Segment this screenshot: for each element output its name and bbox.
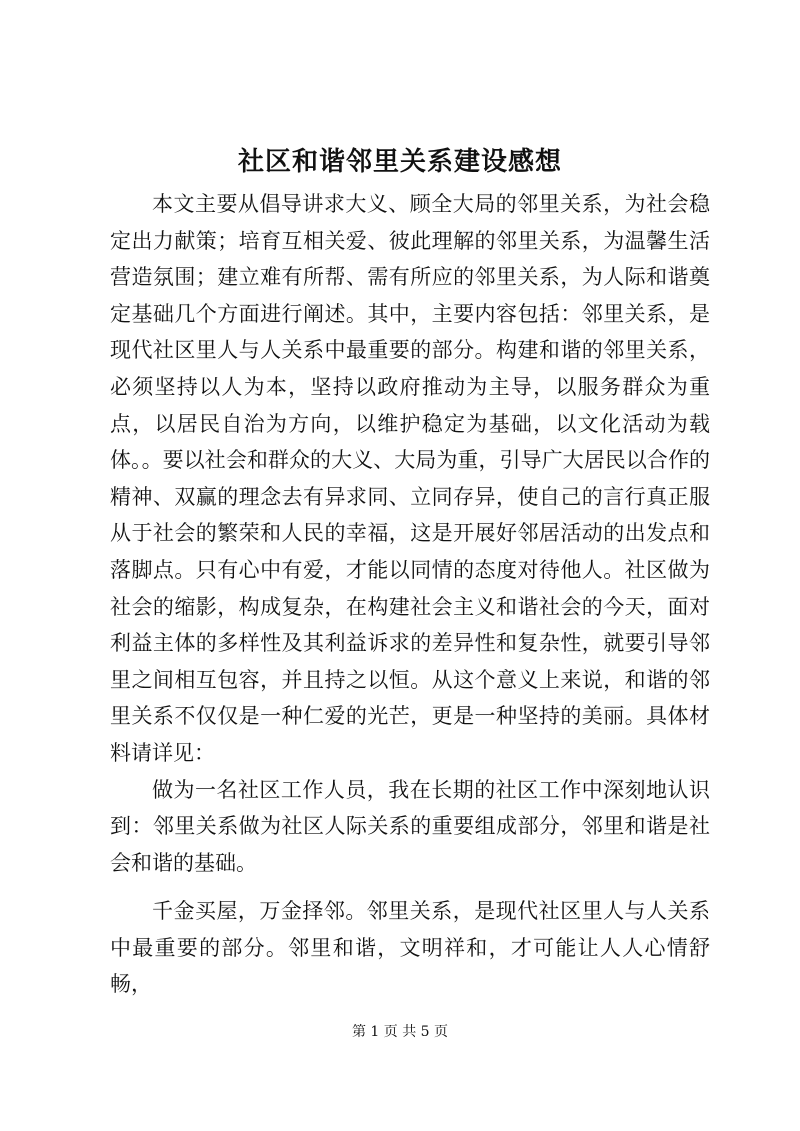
paragraph: 本文主要从倡导讲求大义、顾全大局的邻里关系，为社会稳定出力献策；培育互相关爱、彼此理解的邻里关系，为温馨生活营造氛围；建立难有所帮、需有所应的邻里关系，为人际和谐奠定基础几个方面进行阐述。其中，主要内容包括：邻里关系，是现代社区里人与人关系中最重要的部分。构建和谐的邻里关系，必须坚持以人为本，坚持以政府推动为主导，以服务群众为重点，以居民自治为方向，以维护稳定为基础，以文化活动为载体。。要以社会和群众的大义、大局为重，引导广大居民以合作的精神、双赢的理念去有异求同、立同存异，使自己的言行真正服从于社会的繁荣和人民的幸福，这是开展好邻居活动的出发点和落脚点。只有心中有爱，才能以同情的态度对待他人。社区做为社会的缩影，构成复杂，在构建社会主义和谐社会的今天，面对利益主体的多样性及其利益诉求的差异性和复杂性，就要引导邻里之间相互包容，并且持之以恒。从这个意义上来说，和谐的邻里关系不仅仅是一种仁爱的光芒，更是一种坚持的美丽。具体材料请详见： (110, 192, 710, 765)
paragraph: 千金买屋，万金择邻。邻里关系，是现代社区里人与人关系中最重要的部分。邻里和谐，文明祥和，才可能让人人心情舒畅， (110, 899, 710, 997)
document-title: 社区和谐邻里关系建设感想 (237, 147, 562, 177)
paragraph: 做为一名社区工作人员，我在长期的社区工作中深刻地认识到：邻里关系做为社区人际关系的重要组成部分，邻里和谐是社会和谐的基础。 (110, 777, 710, 875)
page-footer: 第 1 页 共 5 页 (351, 1024, 449, 1040)
document-body (110, 186, 710, 1003)
